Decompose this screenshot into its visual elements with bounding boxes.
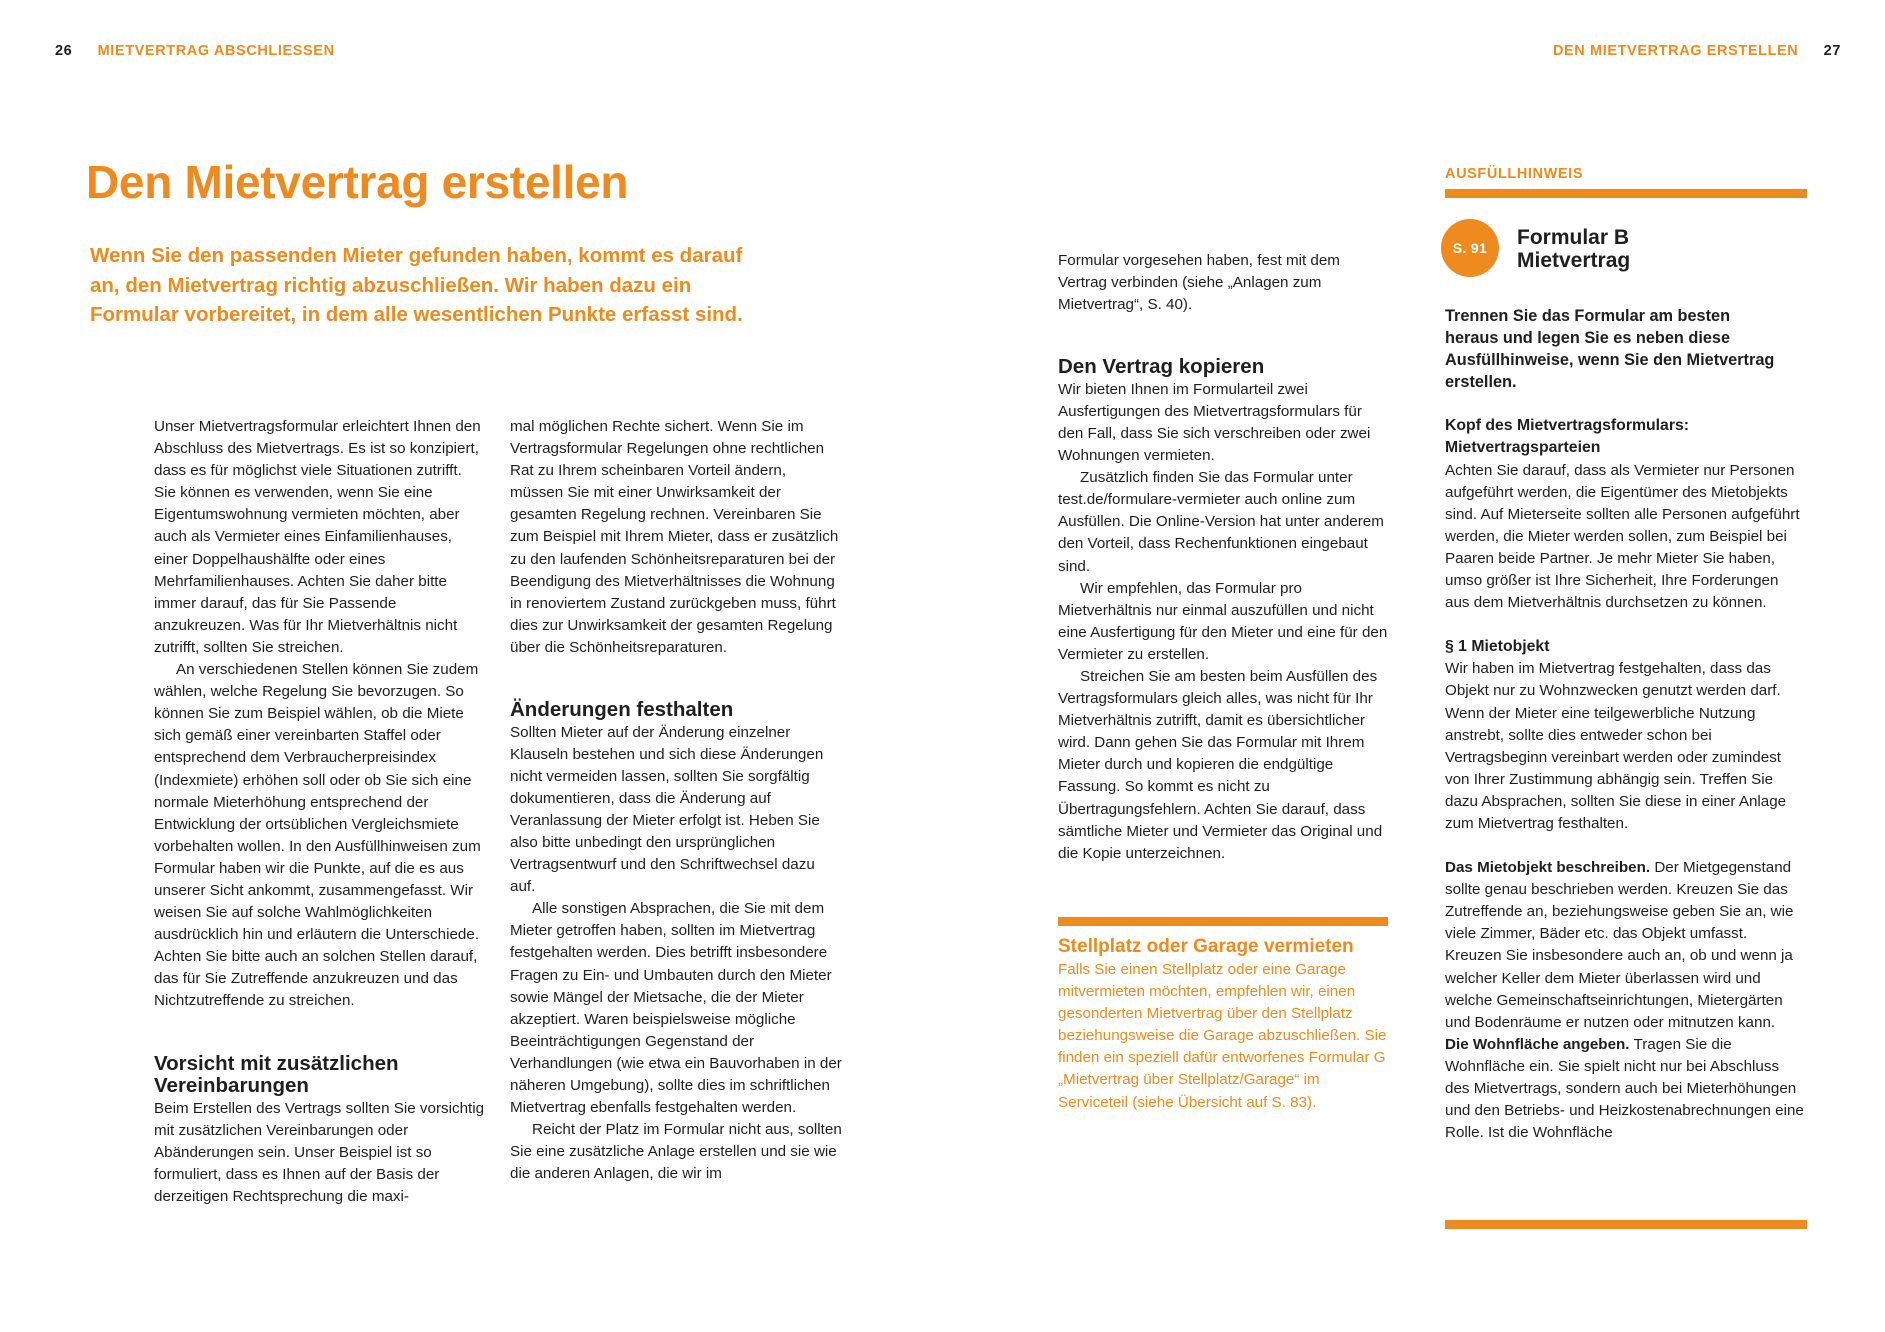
form-title-line-1: Formular B — [1517, 226, 1630, 249]
column-3 — [1058, 250, 1390, 865]
heading-mietobjekt: § 1 Mietobjekt — [1445, 638, 1550, 656]
sidebar-content — [1445, 305, 1807, 1144]
heading-aenderungen: Änderungen festhalten — [510, 698, 734, 722]
column-1 — [154, 416, 486, 1208]
lead-paragraph: Wenn Sie den passenden Mieter gefunden haben, kommt es darauf an, den Mietvertrag richtig abzuschließen. Wir haben dazu ein Formular vorbereitet, in dem alle wesentlichen Punkte erfasst sind. — [90, 244, 743, 326]
box-text: Falls Sie einen Stellplatz oder eine Garage mitvermieten möchten, empfehlen wir, einen gesonderten Mietvertrag über den Stellplatz beziehungsweise die Garage abzuschließen. Sie finden ein speziell dafür entworfenes Formular G „Mietvertrag über Stellplatz/Garage“ im Serviceteil (siehe Übersicht auf S. 83). — [1058, 961, 1387, 1111]
left-running-header — [55, 42, 335, 60]
box-title: Stellplatz oder Garage vermieten — [1058, 936, 1354, 957]
right-section-label: DEN MIETVERTRAG ERSTELLEN — [1552, 43, 1799, 59]
right-running-header — [1553, 42, 1841, 60]
sidebar-bottom-rule — [1445, 1220, 1807, 1229]
left-page-number: 26 — [55, 43, 73, 59]
column-2 — [510, 416, 842, 1186]
right-page-number: 27 — [1823, 43, 1841, 59]
col3-paragraph-5: Streichen Sie am besten beim Ausfüllen des Vertragsformulars gleich alles, was nicht für Ihr Mietverhältnis zutrifft, damit es übersichtlicher wird. Dann gehen Sie das Formular mit Ihrem Mieter durch und kopieren die endgültige Fassung. So kommt es nicht zu Übertragungsfehlern. Achten Sie darauf, dass sämtliche Mieter und Vermieter das Original und die Kopie unterzeichnen. — [1058, 668, 1383, 862]
sidebar-paragraph-mietobjekt: Wir haben im Mietvertrag festgehalten, dass das Objekt nur zu Wohnzwecken genutzt werden darf. Wenn der Mieter eine teilgewerbliche Nutzung anstrebt, sollte dies entweder schon bei Vertragsbeginn vereinbart werden oder zumindest von Ihrer Zustimmung abhängig sein. Treffen Sie dazu Absprachen, sollten Sie diese in einer Anlage zum Mietvertrag festhalten. — [1445, 660, 1787, 832]
col2-paragraph-4: Reicht der Platz im Formular nicht aus, sollten Sie eine zusätzliche Anlage erstellen und sie wie die anderen Anlagen, die wir im — [510, 1121, 842, 1183]
heading-vorsicht: Vorsicht mit zusätzlichen Vereinbarungen — [154, 1051, 399, 1098]
stellplatz-box — [1058, 935, 1390, 1114]
col2-paragraph-3: Alle sonstigen Absprachen, die Sie mit dem Mieter getroffen haben, sollten im Mietvertrag festgehalten werden. Dies betrifft insbesondere Fragen zu Ein- und Umbauten durch den Mieter sowie Mängel der Mietsache, die der Mieter akzeptiert. Waren beispielsweise mögliche Beeinträchtigungen Gegenstand der Verhandlungen (wie etwa ein Bauvorhaben in der näheren Umgebung), sollte dies im schriftlichen Mietvertrag ebenfalls festgehalten werden. — [510, 900, 842, 1117]
lead-wohnflaeche: Die Wohnfläche angeben. — [1445, 1035, 1630, 1053]
form-title-line-2: Mietvertrag — [1517, 248, 1631, 272]
lead-beschreiben: Das Mietobjekt beschreiben. — [1445, 859, 1651, 877]
text-beschreiben: Der Mietgegenstand sollte genau beschrieben werden. Kreuzen Sie das Zutreffende an, beziehungsweise geben Sie an, wie viele Zimmer, Bäder etc. das Objekt umfasst. Kreuzen Sie insbesondere auch an, ob und wenn ja welcher Keller dem Mieter überlassen wird und welche Gemeinschaftseinrichtungen, Mietergärten und Bodenräume er nutzen oder mitnutzen kann. — [1445, 859, 1794, 1031]
page-reference-text: S. 91 — [1452, 240, 1488, 256]
page-reference-badge — [1441, 219, 1499, 277]
sidebar-paragraph-beschreiben — [1445, 857, 1807, 1034]
sidebar-paragraph-kopf: Achten Sie darauf, dass als Vermieter nur Personen aufgeführt werden, die Eigentümer des Mietobjekts sind. Auf Mieterseite sollten alle Personen aufgeführt werden, die Mieter werden sollen, zum Beispiel bei Paaren beide Partner. Je mehr Mieter Sie haben, umso größer ist Ihre Sicherheit, Ihre Forderungen aus dem Mietverhältnis durchsetzen zu können. — [1445, 461, 1800, 612]
sidebar-top-rule — [1445, 189, 1807, 198]
col2-paragraph-2: Sollten Mieter auf der Änderung einzelner Klauseln bestehen und sich diese Änderungen nicht vermeiden lassen, sollten Sie sorgfältig dokumentieren, dass die Änderung auf Veranlassung der Mieter erfolgt ist. Heben Sie also bitte unbedingt den ursprünglichen Vertragsentwurf und den Schriftwechsel dazu auf. — [510, 723, 824, 896]
heading-kopf: Kopf des Mietvertragsformulars: Mietvertragsparteien — [1445, 417, 1690, 457]
col1-paragraph-2: An verschiedenen Stellen können Sie zudem wählen, welche Regelung Sie bevorzugen. So können Sie zum Beispiel wählen, ob die Miete sich gemäß einer vereinbarten Staffel oder entsprechend dem Verbraucherpreisindex (Indexmiete) erhöhen soll oder ob Sie sich eine normale Mieterhöhung entsprechend der Entwicklung der ortsüblichen Vergleichsmiete vorbehalten wollen. In den Ausfüllhinweisen zum Formular haben wir die Punkte, auf die es aus unserer Sicht ankommt, zusammengefasst. Wir weisen Sie auf solche Wahlmöglichkeiten ausdrücklich hin und erläutern die Unterschiede. Achten Sie bitte auch an solchen Stellen darauf, das für Sie Zutreffende anzukreuzen und das Nichtzutreffende zu streichen. — [154, 661, 481, 1010]
heading-kopieren: Den Vertrag kopieren — [1058, 355, 1265, 379]
col3-paragraph-2: Wir bieten Ihnen im Formularteil zwei Ausfertigungen des Mietvertragsformulars für den Fall, dass Sie sich verschreiben oder zwei Wohnungen vermieten. — [1058, 380, 1371, 465]
left-section-label: MIETVERTRAG ABSCHLIESSEN — [97, 43, 335, 59]
col3-paragraph-4: Wir empfehlen, das Formular pro Mietverhältnis nur einmal auszufüllen und nicht eine Ausfertigung für den Mieter und eine für den Vermieter zu erstellen. — [1058, 579, 1388, 663]
page-title: Den Mietvertrag erstellen — [86, 156, 629, 208]
col3-paragraph-3: Zusätzlich finden Sie das Formular unter test.de/formulare-vermieter auch online zum Ausfüllen. Die Online-Version hat unter anderem den Vorteil, dass Rechenfunktionen eingebaut sind. — [1058, 469, 1384, 575]
col3-paragraph-1: Formular vorgesehen haben, fest mit dem Vertrag verbinden (siehe „Anlagen zum Mietvertrag“, S. 40). — [1058, 252, 1340, 314]
col2-paragraph-1: mal möglichen Rechte sichert. Wenn Sie im Vertragsformular Regelungen ohne rechtlichen Rat zu Ihrem scheinbaren Vorteil ändern, müssen Sie mit einer Unwirksamkeit der gesamten Regelung rechnen. Vereinbaren Sie zum Beispiel mit Ihrem Mieter, dass er zusätzlich zu den laufenden Schönheitsreparaturen bei der Beendigung des Mietverhältnisses die Wohnung in renoviertem Zustand zurückgeben muss, führt dies zur Unwirksamkeit der gesamten Regelung über die Schönheitsreparaturen. — [510, 418, 839, 656]
sidebar-paragraph-wohnflaeche — [1445, 1034, 1807, 1144]
col1-paragraph-3: Beim Erstellen des Vertrags sollten Sie vorsichtig mit zusätzlichen Vereinbarungen oder Abänderungen sein. Unser Beispiel ist so formuliert, dass es Ihnen auf der Basis der derzeitigen Rechtsprechung die maxi- — [154, 1099, 485, 1205]
sidebar-intro: Trennen Sie das Formular am besten heraus und legen Sie es neben diese Ausfüllhinweise, wenn Sie den Mietvertrag erstellen. — [1445, 307, 1775, 392]
text-wohnflaeche: Tragen Sie die Wohnfläche ein. Sie spielt nicht nur bei Abschluss des Mietvertrags, sondern auch bei Mieterhöhungen und den Betriebs- und Heizkostenabrechnungen eine Rolle. Ist die Wohnfläche — [1445, 1035, 1804, 1142]
sidebar-label: AUSFÜLLHINWEIS — [1445, 166, 1584, 182]
box-top-rule — [1058, 917, 1388, 926]
form-title — [1517, 227, 1630, 272]
col1-paragraph-1: Unser Mietvertragsformular erleichtert Ihnen den Abschluss des Mietvertrags. Es ist so konzipiert, dass es für möglichst viele Situationen zutrifft. Sie können es verwenden, wenn Sie eine Eigentumswohnung vermieten möchten, aber auch als Vermieter eines Einfamilienhauses, einer Doppelhaushälfte oder eines Mehrfamilienhauses. Achten Sie daher bitte immer darauf, das für Sie Passende anzukreuzen. Was für Ihr Mietverhältnis nicht zutrifft, sollten Sie streichen. — [154, 418, 481, 656]
